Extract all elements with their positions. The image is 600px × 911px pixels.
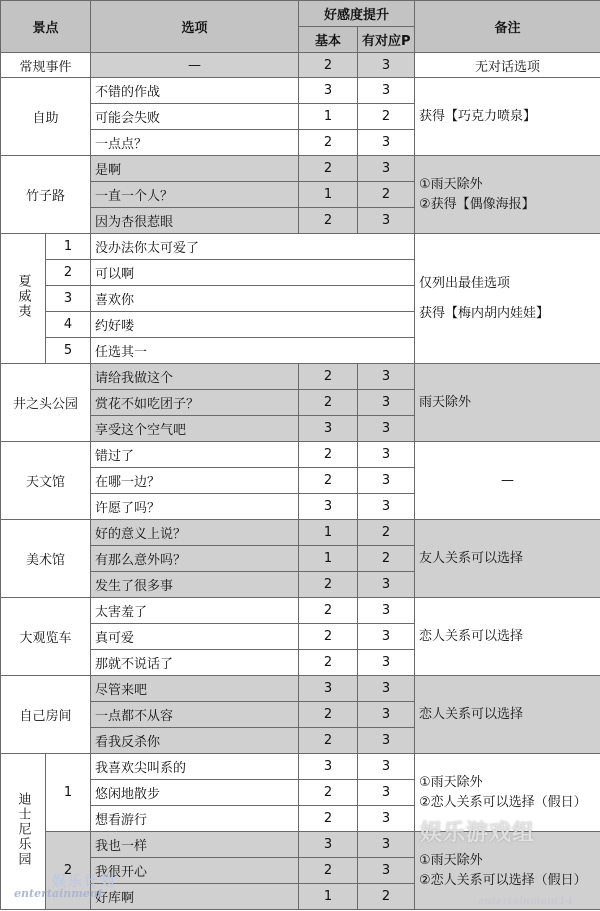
option-text: 发生了很多事 bbox=[91, 572, 299, 598]
base-value: 2 bbox=[299, 702, 358, 728]
spot-name-vertical: 夏威夷 bbox=[15, 274, 31, 319]
base-value: 2 bbox=[299, 598, 358, 624]
base-value: 3 bbox=[299, 676, 358, 702]
spot-name: 常规事件 bbox=[1, 53, 91, 78]
header-with-p: 有对应P bbox=[358, 27, 415, 53]
option-text: 一直一个人？ bbox=[91, 182, 299, 208]
option-text: 尽管来吧 bbox=[91, 676, 299, 702]
option-text: 好的意义上说？ bbox=[91, 520, 299, 546]
option-text: 赏花不如吃团子？ bbox=[91, 390, 299, 416]
base-value: 2 bbox=[299, 156, 358, 182]
note-line: ①雨天除外 bbox=[419, 852, 483, 868]
table-row bbox=[1, 156, 600, 182]
spot-name bbox=[1, 234, 46, 364]
base-value: 2 bbox=[299, 442, 358, 468]
option-text: 我很开心 bbox=[91, 858, 299, 884]
option-text: — bbox=[91, 53, 299, 78]
base-value: 1 bbox=[299, 546, 358, 572]
option-text: 约好喽 bbox=[91, 312, 415, 338]
option-text: 请给我做这个 bbox=[91, 364, 299, 390]
note-text bbox=[415, 832, 600, 910]
p-value: 3 bbox=[358, 650, 415, 676]
base-value: 1 bbox=[299, 884, 358, 910]
p-value: 3 bbox=[358, 624, 415, 650]
base-value: 1 bbox=[299, 520, 358, 546]
p-value: 3 bbox=[358, 676, 415, 702]
p-value: 3 bbox=[358, 728, 415, 754]
base-value: 3 bbox=[299, 78, 358, 104]
option-text: 看我反杀你 bbox=[91, 728, 299, 754]
base-value: 2 bbox=[299, 53, 358, 78]
option-text: 喜欢你 bbox=[91, 286, 415, 312]
base-value: 2 bbox=[299, 624, 358, 650]
table-row bbox=[1, 832, 600, 858]
option-text: 因为杏很惹眼 bbox=[91, 208, 299, 234]
option-text: 在哪一边？ bbox=[91, 468, 299, 494]
spot-name: 自己房间 bbox=[1, 676, 91, 754]
p-value: 3 bbox=[358, 130, 415, 156]
p-value: 2 bbox=[358, 182, 415, 208]
header-base: 基本 bbox=[299, 27, 358, 53]
note-line: 获得【梅内胡内娃娃】 bbox=[419, 305, 550, 321]
base-value: 2 bbox=[299, 364, 358, 390]
p-value: 3 bbox=[358, 53, 415, 78]
base-value: 1 bbox=[299, 182, 358, 208]
option-number: 1 bbox=[46, 234, 91, 260]
header-affection: 好感度提升 bbox=[299, 1, 415, 27]
base-value: 2 bbox=[299, 130, 358, 156]
note-line: 仅列出最佳选项 bbox=[419, 275, 511, 291]
note-text: 恋人关系可以选择 bbox=[415, 598, 600, 676]
p-value: 3 bbox=[358, 598, 415, 624]
table-row bbox=[1, 520, 600, 546]
spot-name: 大观览车 bbox=[1, 598, 91, 676]
option-text: 我喜欢尖叫系的 bbox=[91, 754, 299, 780]
option-text: 想看游行 bbox=[91, 806, 299, 832]
option-text: 许愿了吗？ bbox=[91, 494, 299, 520]
table-row bbox=[1, 754, 600, 780]
note-text: 恋人关系可以选择 bbox=[415, 676, 600, 754]
note-line: ②获得【偶像海报】 bbox=[419, 196, 535, 212]
note-line: ①雨天除外 bbox=[419, 774, 483, 790]
base-value: 2 bbox=[299, 208, 358, 234]
table-row bbox=[1, 364, 600, 390]
base-value: 2 bbox=[299, 858, 358, 884]
p-value: 3 bbox=[358, 832, 415, 858]
p-value: 2 bbox=[358, 884, 415, 910]
note-text: 无对话选项 bbox=[415, 53, 600, 78]
table-row bbox=[1, 234, 600, 260]
p-value: 2 bbox=[358, 520, 415, 546]
p-value: 3 bbox=[358, 806, 415, 832]
base-value: 2 bbox=[299, 806, 358, 832]
p-value: 2 bbox=[358, 546, 415, 572]
p-value: 3 bbox=[358, 442, 415, 468]
base-value: 2 bbox=[299, 780, 358, 806]
p-value: 3 bbox=[358, 572, 415, 598]
watermark-site: 娱乐游戏组 bbox=[420, 820, 536, 846]
base-value: 3 bbox=[299, 754, 358, 780]
note-text: 雨天除外 bbox=[415, 364, 600, 442]
base-value: 2 bbox=[299, 728, 358, 754]
p-value: 3 bbox=[358, 468, 415, 494]
option-text: 没办法你太可爱了 bbox=[91, 234, 415, 260]
base-value: 3 bbox=[299, 416, 358, 442]
table-row bbox=[1, 676, 600, 702]
option-text: 悠闲地散步 bbox=[91, 780, 299, 806]
base-value: 1 bbox=[299, 104, 358, 130]
note-line: ②恋人关系可以选择（假日） bbox=[419, 872, 587, 888]
p-value: 3 bbox=[358, 416, 415, 442]
p-value: 3 bbox=[358, 208, 415, 234]
option-text: 真可爱 bbox=[91, 624, 299, 650]
base-value: 3 bbox=[299, 494, 358, 520]
p-value: 3 bbox=[358, 364, 415, 390]
spot-name bbox=[1, 754, 46, 910]
spot-name: 自助 bbox=[1, 78, 91, 156]
note-text bbox=[415, 156, 600, 234]
p-value: 3 bbox=[358, 78, 415, 104]
p-value: 3 bbox=[358, 754, 415, 780]
base-value: 2 bbox=[299, 390, 358, 416]
option-text: 好库啊 bbox=[91, 884, 299, 910]
option-text: 那就不说话了 bbox=[91, 650, 299, 676]
note-text: — bbox=[415, 442, 600, 520]
note-text bbox=[415, 234, 600, 364]
option-text: 享受这个空气吧 bbox=[91, 416, 299, 442]
option-text: 我也一样 bbox=[91, 832, 299, 858]
option-number: 1 bbox=[46, 754, 91, 832]
p-value: 3 bbox=[358, 858, 415, 884]
note-line: ②恋人关系可以选择（假日） bbox=[419, 794, 587, 810]
base-value: 3 bbox=[299, 832, 358, 858]
option-text: 太害羞了 bbox=[91, 598, 299, 624]
note-text: 友人关系可以选择 bbox=[415, 520, 600, 598]
option-text: 是啊 bbox=[91, 156, 299, 182]
base-value: 2 bbox=[299, 572, 358, 598]
option-number: 2 bbox=[46, 260, 91, 286]
table-row bbox=[1, 53, 600, 78]
spot-name: 美术馆 bbox=[1, 520, 91, 598]
p-value: 3 bbox=[358, 390, 415, 416]
table-row bbox=[1, 78, 600, 104]
table-row bbox=[1, 598, 600, 624]
base-value: 2 bbox=[299, 468, 358, 494]
option-number: 5 bbox=[46, 338, 91, 364]
option-text: 一点都不从容 bbox=[91, 702, 299, 728]
option-text: 不错的作战 bbox=[91, 78, 299, 104]
header-note: 备注 bbox=[415, 1, 600, 53]
p-value: 3 bbox=[358, 780, 415, 806]
note-line: ①雨天除外 bbox=[419, 176, 483, 192]
watermark-cn: 娱乐计划 bbox=[52, 874, 116, 890]
spot-name-vertical: 迪士尼乐园 bbox=[15, 792, 31, 867]
base-value: 2 bbox=[299, 650, 358, 676]
option-number: 3 bbox=[46, 286, 91, 312]
option-text: 有那么意外吗？ bbox=[91, 546, 299, 572]
p-value: 2 bbox=[358, 104, 415, 130]
option-text: 一点点？ bbox=[91, 130, 299, 156]
watermark-en: entertainment bbox=[14, 887, 103, 900]
spot-name: 天文馆 bbox=[1, 442, 91, 520]
spot-name: 竹子路 bbox=[1, 156, 91, 234]
option-text: 可能会失败 bbox=[91, 104, 299, 130]
header-option: 选项 bbox=[91, 1, 299, 53]
option-number: 4 bbox=[46, 312, 91, 338]
watermark-en2: entertainment14 bbox=[478, 896, 573, 907]
header-spot: 景点 bbox=[1, 1, 91, 53]
option-text: 错过了 bbox=[91, 442, 299, 468]
note-text: 获得【巧克力喷泉】 bbox=[415, 78, 600, 156]
option-text: 任选其一 bbox=[91, 338, 415, 364]
p-value: 3 bbox=[358, 494, 415, 520]
p-value: 3 bbox=[358, 702, 415, 728]
table-row bbox=[1, 442, 600, 468]
option-text: 可以啊 bbox=[91, 260, 415, 286]
p-value: 3 bbox=[358, 156, 415, 182]
option-number: 2 bbox=[46, 832, 91, 910]
spot-name: 井之头公园 bbox=[1, 364, 91, 442]
note-text bbox=[415, 754, 600, 832]
